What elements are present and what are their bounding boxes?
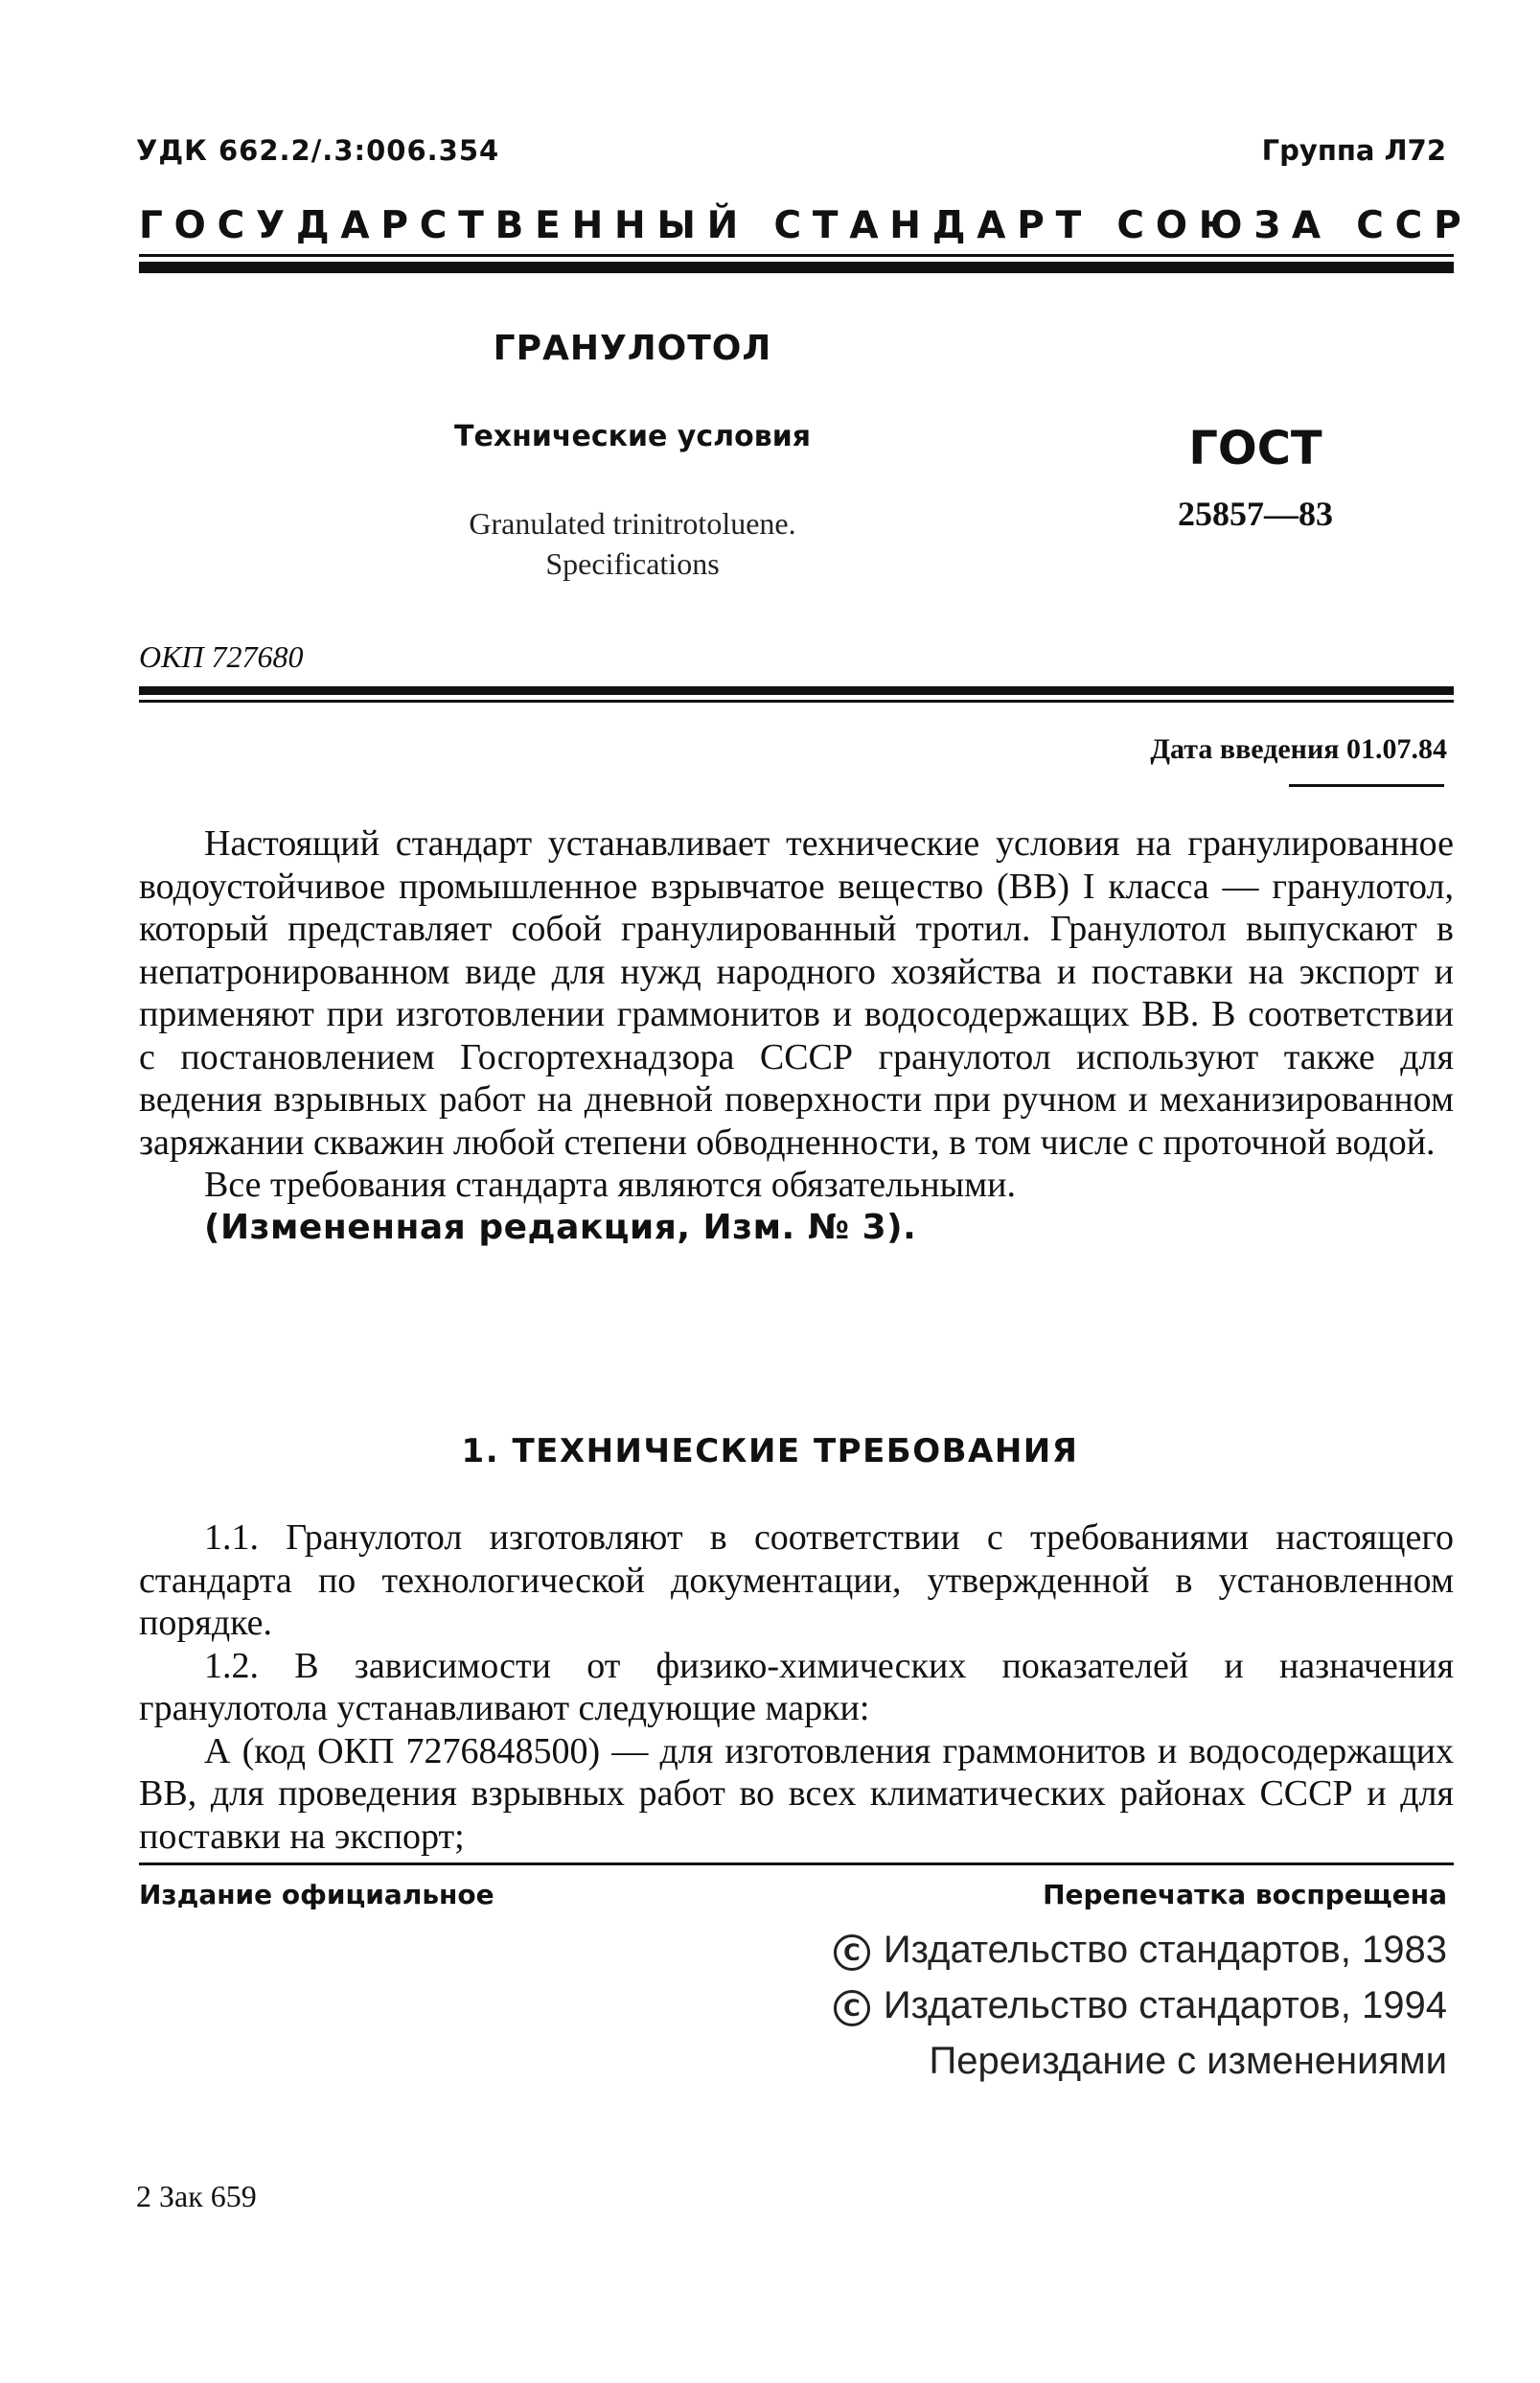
udk-code: УДК 662.2/.3:006.354 — [136, 134, 500, 167]
clause-1-1: 1.1. Гранулотол изготовляют в соответствии с требованиями настоящего стандарта по технологической документации, утвержденной в установленном порядке. — [139, 1517, 1454, 1643]
copyright-1994 — [834, 1984, 1447, 2027]
footer-rule — [139, 1862, 1454, 1865]
copyright-1983-text: Издательство стандартов, 1983 — [883, 1929, 1447, 1971]
intro-paragraph: Настоящий стандарт устанавливает технические условия на гранулированное водоустойчивое промышленное взрывчатое вещество (ВВ) I класса — гранулотол, который представляет собой гранулированный тротил. Гранулотол выпускают в непатронированном виде для нужд народного хозяйства и поставки на экспорт и применяют при изготовлении граммонитов и водосодержащих ВВ. В соответствии с постановлением Госгортехнадзора СССР гранулотол используют также для ведения взрывных работ на дневной поверхности при ручном и механизированном заряжании скважин любой степени обводненности, в том числе с проточной водой. — [139, 823, 1454, 1163]
copyright-1983 — [834, 1929, 1447, 1972]
introduction-date: Дата введения 01.07.84 — [1150, 733, 1447, 765]
copyright-icon: С — [834, 1934, 870, 1971]
clauses-block — [139, 1516, 1454, 1858]
order-number: 2 Зак 659 — [136, 2179, 257, 2213]
gost-label: ГОСТ — [1188, 422, 1322, 475]
document-subtitle: Технические условия — [454, 420, 811, 453]
copyright-icon: С — [834, 1990, 870, 2026]
document-title: ГРАНУЛОТОЛ — [493, 329, 772, 368]
header-rule-thick — [139, 262, 1454, 273]
reissue-note: Переиздание с изменениями — [929, 2040, 1447, 2082]
intro-block — [139, 822, 1454, 1249]
title-rule-thick — [139, 686, 1454, 695]
official-edition: Издание официальное — [139, 1879, 494, 1910]
okp-code: ОКП 727680 — [139, 639, 304, 674]
standard-type-heading: ГОСУДАРСТВЕННЫЙ СТАНДАРТ СОЮЗА ССР — [139, 204, 1473, 247]
title-rule-thin — [139, 700, 1454, 703]
gost-number: 25857—83 — [1178, 495, 1333, 533]
grade-a: А (код ОКП 7276848500) — для изготовления граммонитов и водосодержащих ВВ, для проведения взрывных работ во всех климатических районах СССР и для поставки на экспорт; — [139, 1730, 1454, 1857]
section-1-title: 1. ТЕХНИЧЕСКИЕ ТРЕБОВАНИЯ — [461, 1432, 1079, 1470]
amendment-note: (Измененная редакция, Изм. № 3). — [204, 1207, 917, 1247]
english-title — [0, 503, 1265, 584]
mandatory-note: Все требования стандарта являются обязательными. — [204, 1165, 1016, 1205]
copyright-1994-text: Издательство стандартов, 1994 — [883, 1984, 1447, 2026]
english-title-line-1: Granulated trinitrotoluene. — [469, 506, 796, 541]
reprint-forbidden: Перепечатка воспрещена — [1043, 1879, 1447, 1910]
header-rule-thin — [139, 254, 1454, 257]
date-underline — [1289, 784, 1444, 787]
group-code: Группа Л72 — [1261, 134, 1446, 167]
english-title-line-2: Specifications — [545, 546, 720, 581]
clause-1-2: 1.2. В зависимости от физико-химических показателей и назначения гранулотола устанавливают следующие марки: — [139, 1645, 1454, 1728]
